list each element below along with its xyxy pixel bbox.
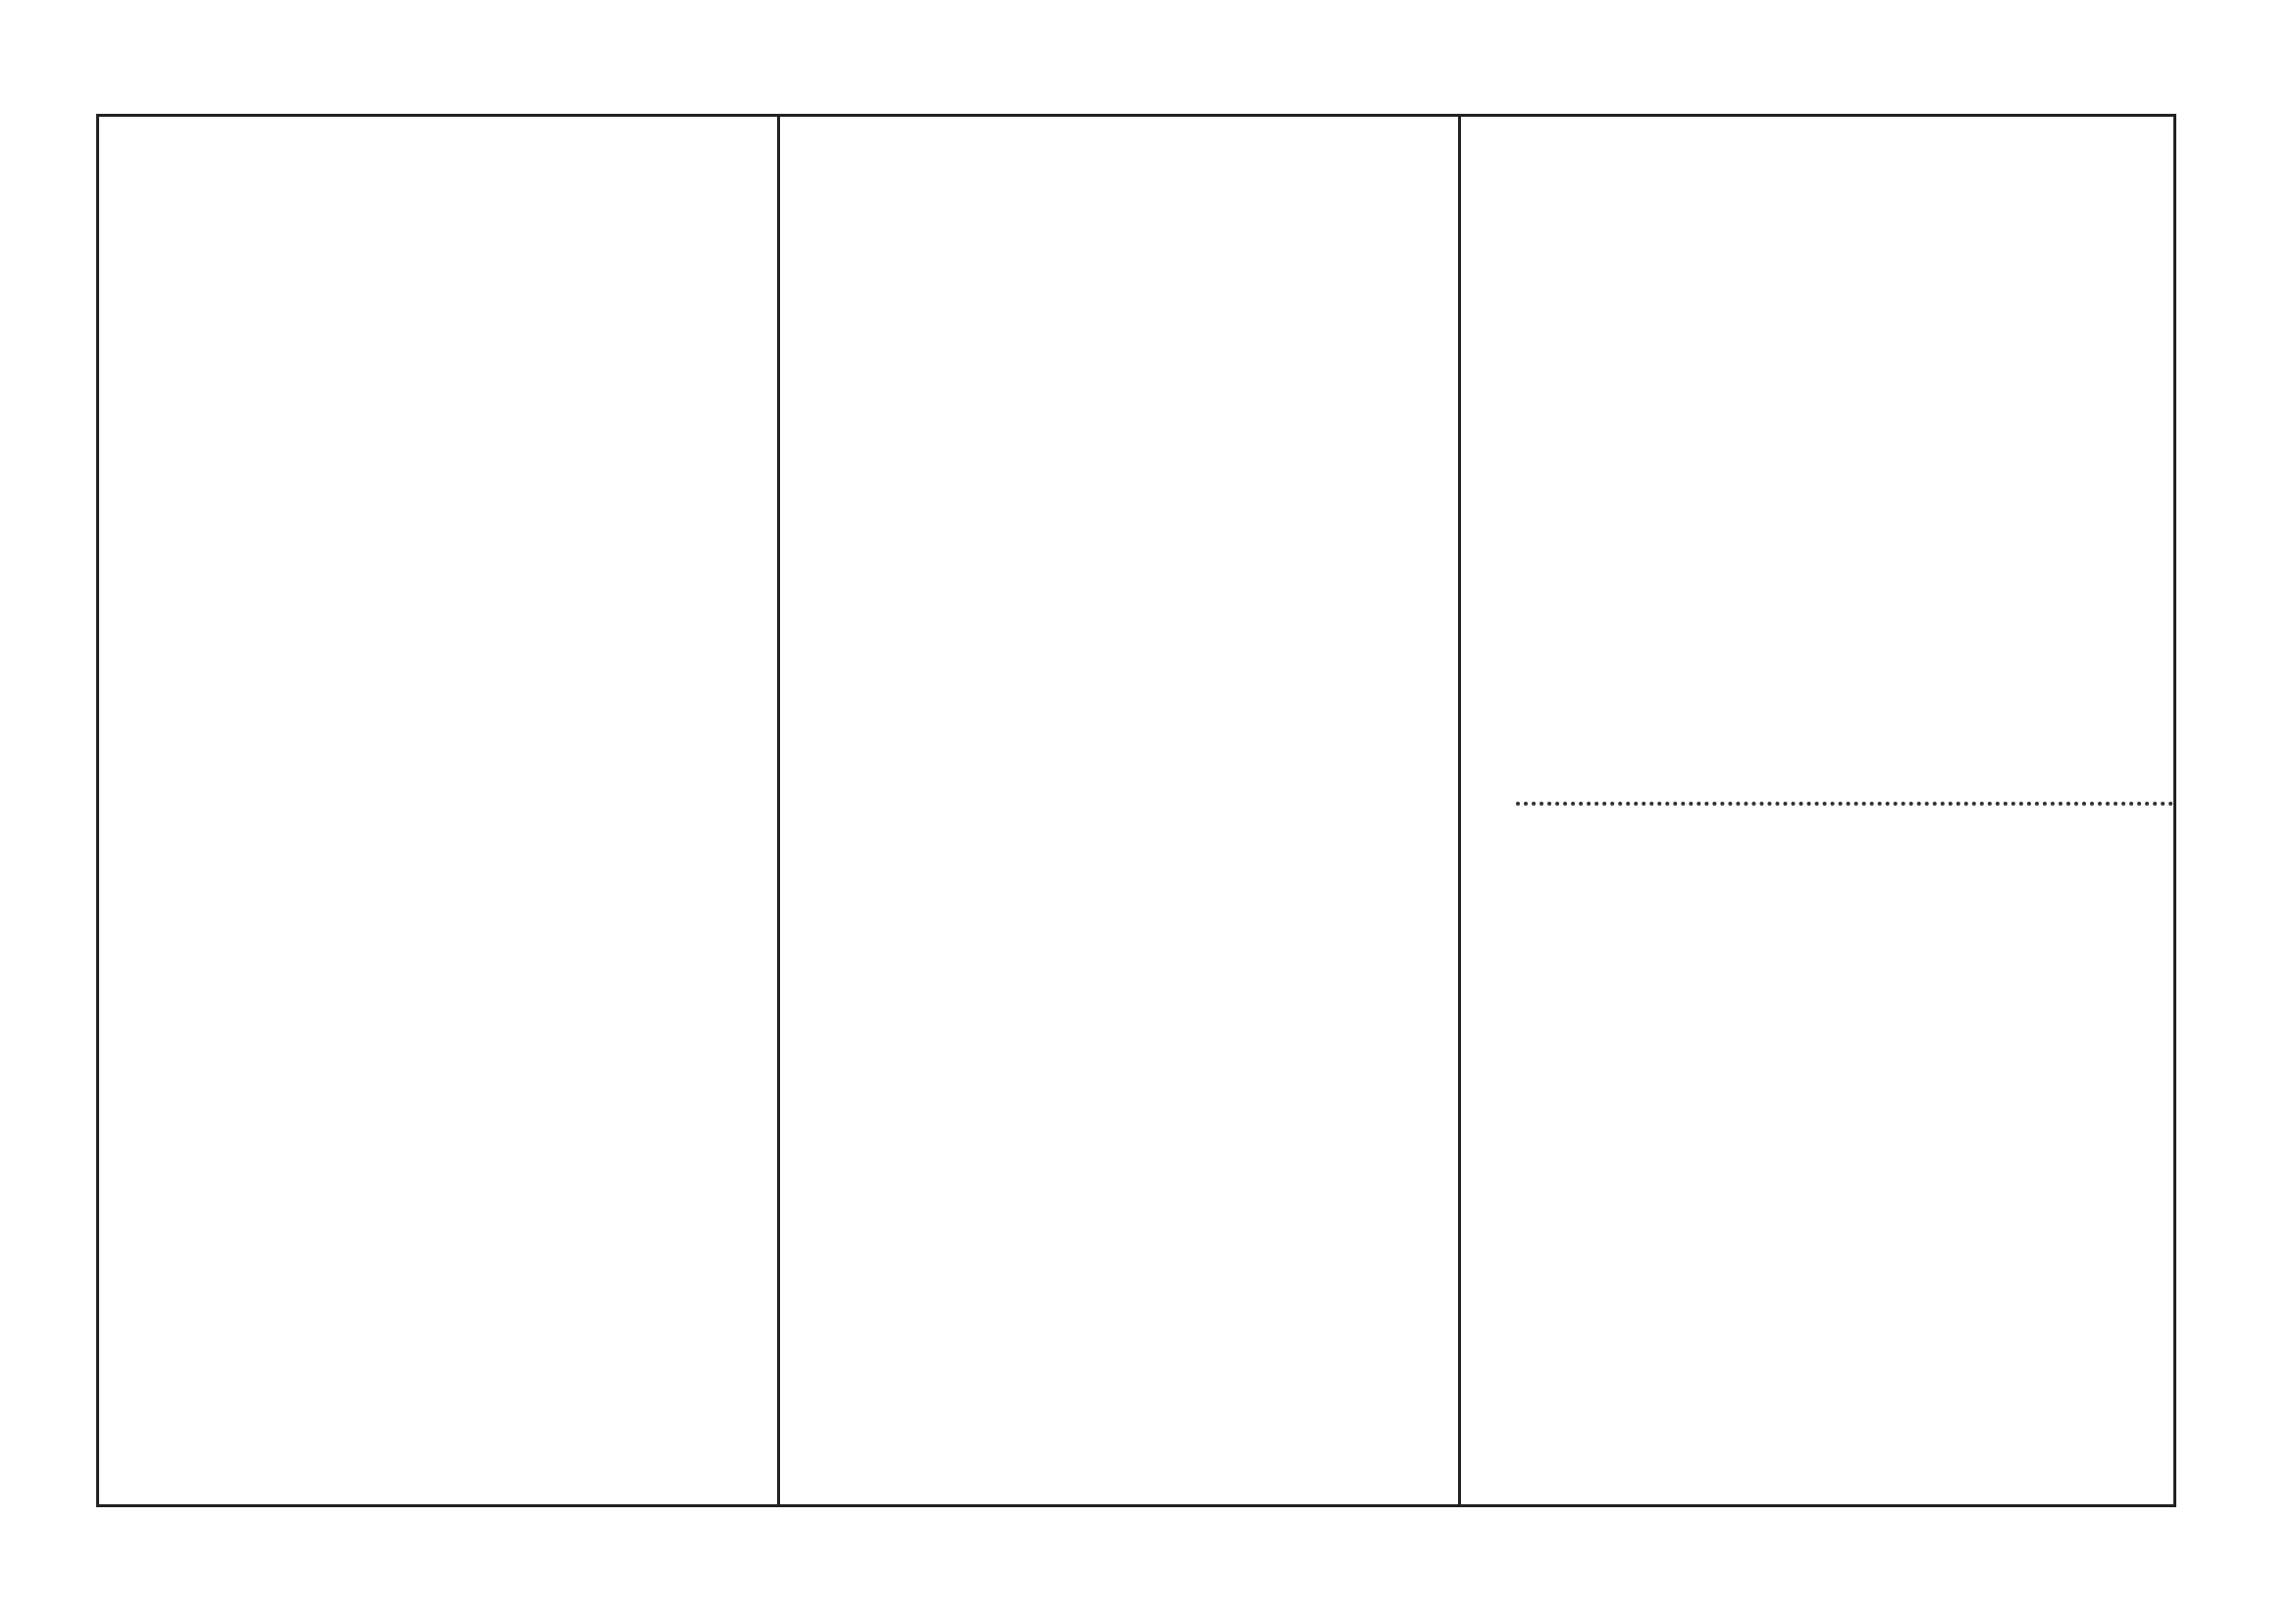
essay-body [106, 265, 734, 1442]
section-separator [1516, 802, 2173, 806]
tanka-body [1472, 265, 2168, 775]
haiku-body [785, 236, 1452, 1501]
column-divider-right [1458, 114, 1461, 1507]
senryu-body [1472, 967, 2168, 1501]
column-divider-left [777, 114, 780, 1507]
